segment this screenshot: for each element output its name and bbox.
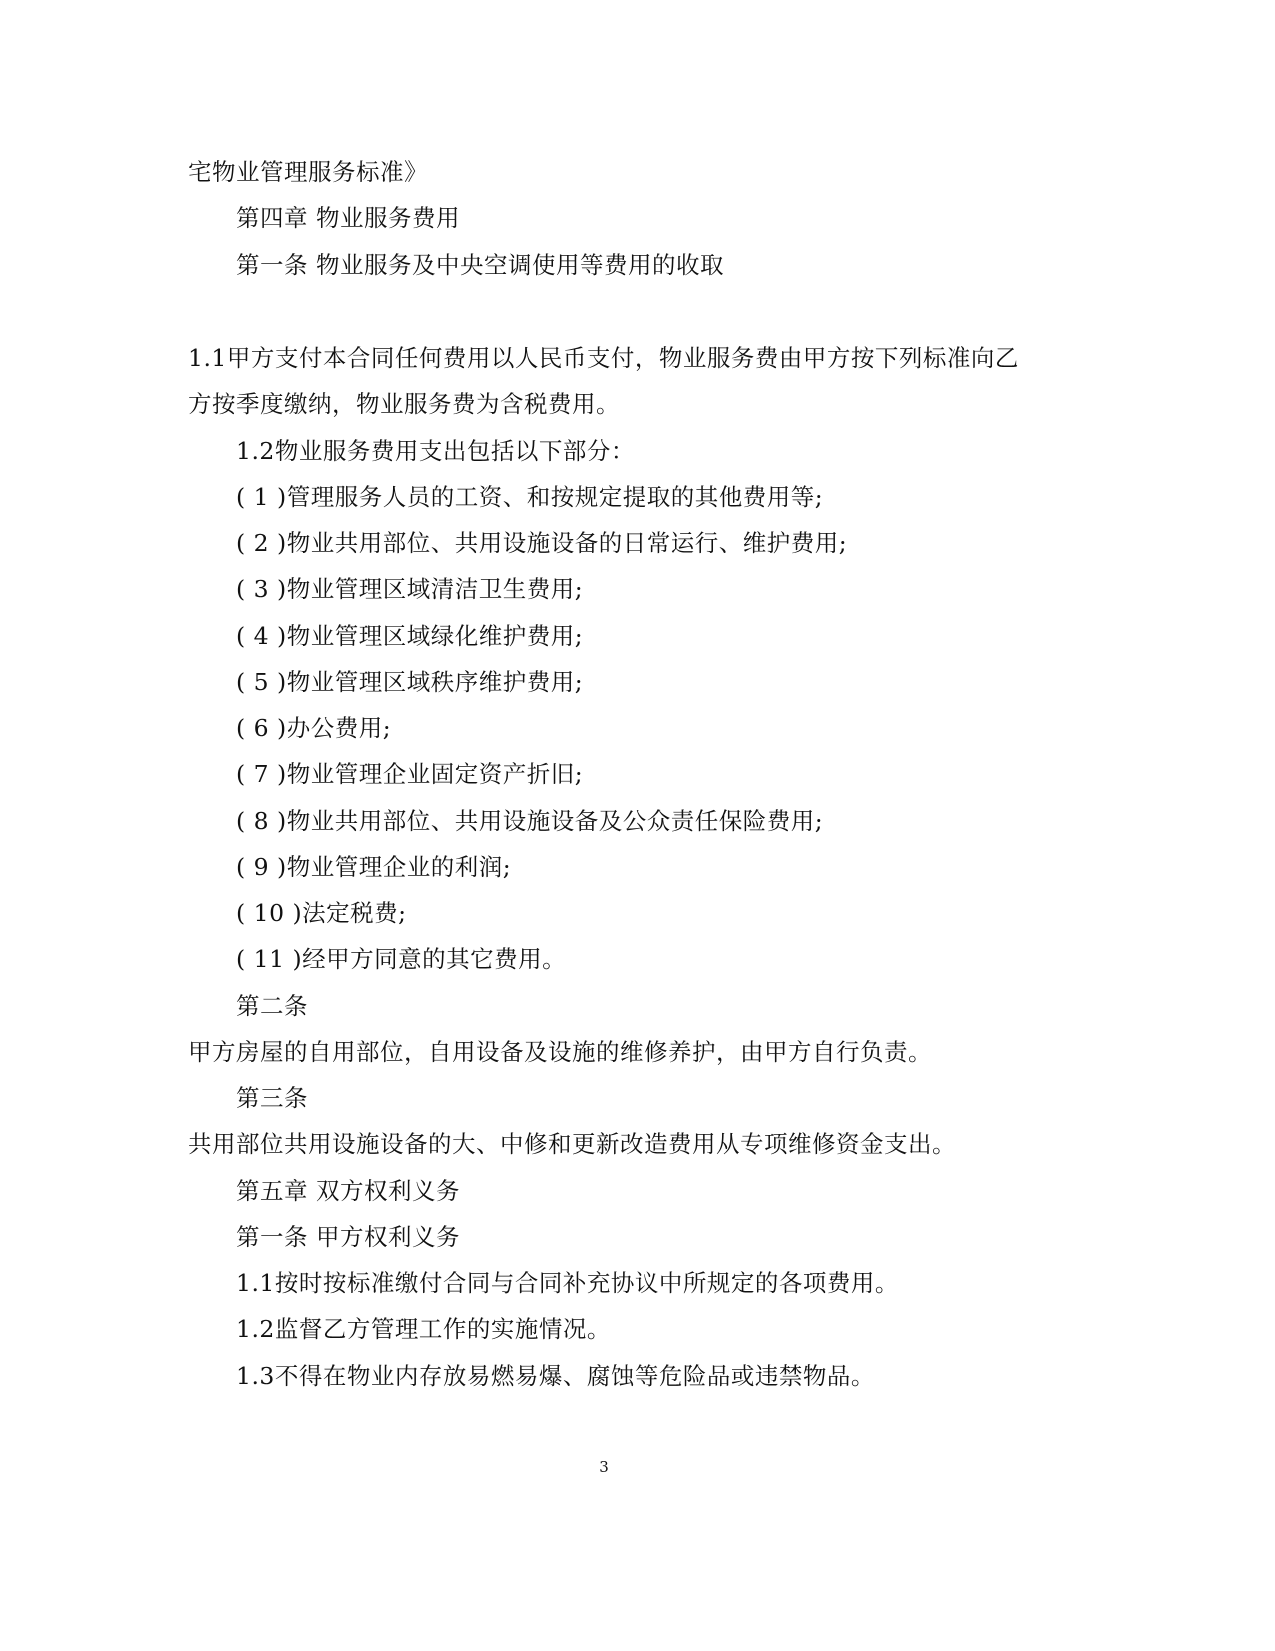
expense-item-8: ( 8 )物业共用部位、共用设施设备及公众责任保险费用; xyxy=(236,807,824,835)
expense-item-9: ( 9 )物业管理企业的利润; xyxy=(236,853,512,881)
text-line-1: 宅物业管理服务标准》 xyxy=(188,158,428,186)
chapter-4-heading: 第四章 物业服务费用 xyxy=(236,204,460,232)
expense-item-1: ( 1 )管理服务人员的工资、和按规定提取的其他费用等; xyxy=(236,483,824,511)
expense-item-11: ( 11 )经甲方同意的其它费用。 xyxy=(236,945,567,973)
clause-1-1-line-1: 1.1甲方支付本合同任何费用以人民币支付，物业服务费由甲方按下列标准向乙 xyxy=(188,344,1019,372)
clause-1-1-line-2: 方按季度缴纳，物业服务费为含税费用。 xyxy=(188,390,620,418)
clause-1-2: 1.2物业服务费用支出包括以下部分： xyxy=(236,437,635,465)
expense-item-6: ( 6 )办公费用; xyxy=(236,714,392,742)
expense-item-5: ( 5 )物业管理区域秩序维护费用; xyxy=(236,668,584,696)
expense-item-2: ( 2 )物业共用部位、共用设施设备的日常运行、维护费用; xyxy=(236,529,848,557)
expense-item-3: ( 3 )物业管理区域清洁卫生费用; xyxy=(236,575,584,603)
party-a-clause-1-2: 1.2监督乙方管理工作的实施情况。 xyxy=(236,1315,611,1343)
article-3-heading: 第三条 xyxy=(236,1084,308,1112)
party-a-clause-1-1: 1.1按时按标准缴付合同与合同补充协议中所规定的各项费用。 xyxy=(236,1269,899,1297)
article-1-heading: 第一条 物业服务及中央空调使用等费用的收取 xyxy=(236,251,724,279)
chapter-5-heading: 第五章 双方权利义务 xyxy=(236,1177,460,1205)
expense-item-10: ( 10 )法定税费; xyxy=(236,899,407,927)
article-2-text: 甲方房屋的自用部位，自用设备及设施的维修养护，由甲方自行负责。 xyxy=(188,1038,932,1066)
page-number: 3 xyxy=(599,1458,609,1476)
expense-item-7: ( 7 )物业管理企业固定资产折旧; xyxy=(236,760,584,788)
article-2-heading: 第二条 xyxy=(236,992,308,1020)
article-3-text: 共用部位共用设施设备的大、中修和更新改造费用从专项维修资金支出。 xyxy=(188,1130,956,1158)
party-a-clause-1-3: 1.3不得在物业内存放易燃易爆、腐蚀等危险品或违禁物品。 xyxy=(236,1362,875,1390)
party-a-rights-heading: 第一条 甲方权利义务 xyxy=(236,1223,460,1251)
expense-item-4: ( 4 )物业管理区域绿化维护费用; xyxy=(236,622,584,650)
